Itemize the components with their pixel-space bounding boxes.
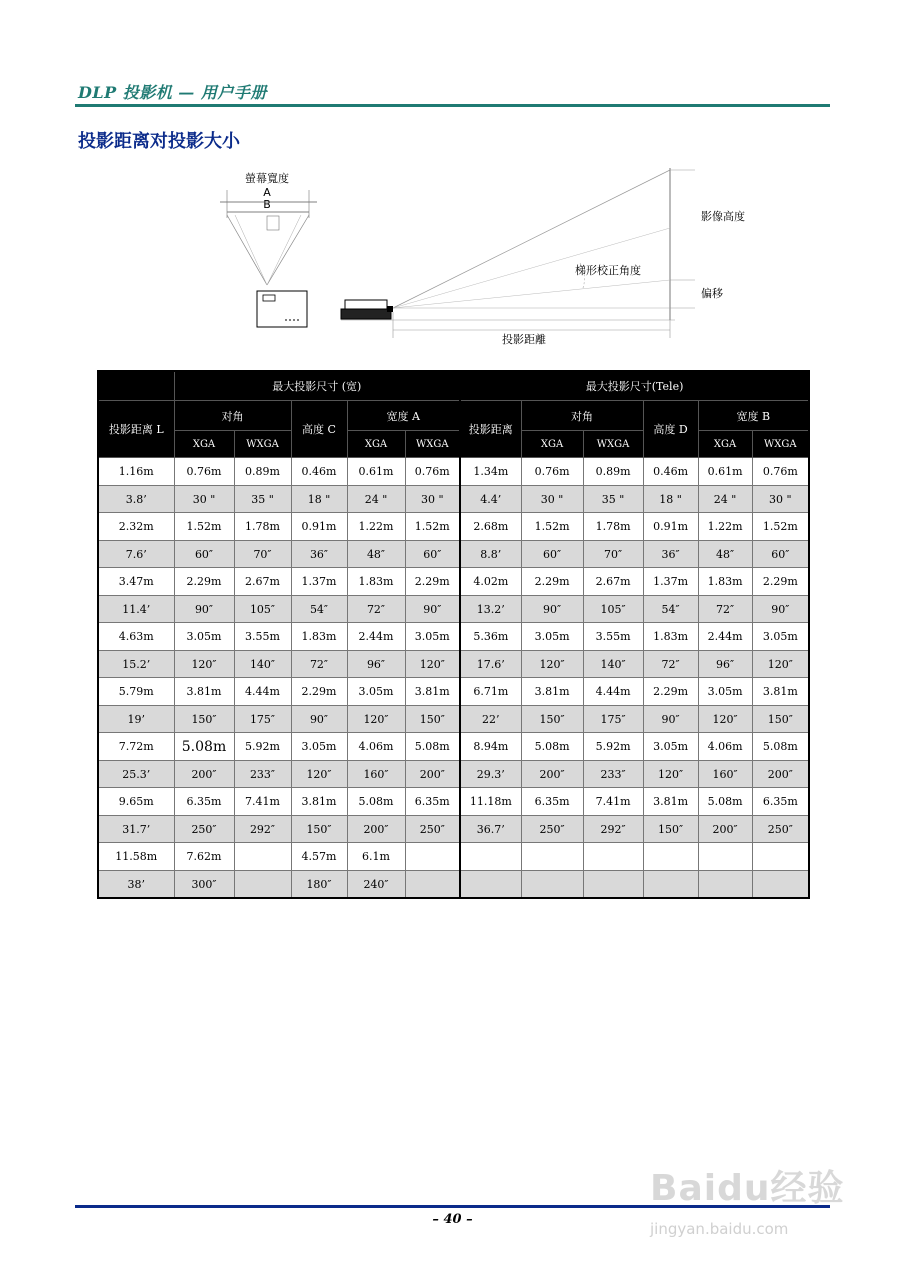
table-cell: 200″ xyxy=(174,761,234,788)
header-empty xyxy=(98,371,174,401)
table-cell: 5.08m xyxy=(405,733,460,761)
table-cell: 120″ xyxy=(405,651,460,678)
table-cell: 96″ xyxy=(347,651,405,678)
table-cell: 233″ xyxy=(583,761,643,788)
table-cell: 7.41m xyxy=(583,788,643,816)
table-cell: 240″ xyxy=(347,871,405,899)
table-cell xyxy=(698,871,752,899)
table-cell: 5.08m xyxy=(347,788,405,816)
table-row xyxy=(98,678,809,706)
table-row xyxy=(98,816,809,843)
table-cell: 250″ xyxy=(521,816,583,843)
table-cell: 3.05m xyxy=(291,733,347,761)
beam-offset xyxy=(393,280,670,308)
table-cell: 30 " xyxy=(752,486,809,513)
table-cell: 60″ xyxy=(174,541,234,568)
table-cell: 1.37m xyxy=(643,568,698,596)
projector-side-view xyxy=(341,300,393,319)
table-cell: 0.46m xyxy=(291,458,347,486)
table-cell: 18 " xyxy=(291,486,347,513)
table-cell: 0.76m xyxy=(174,458,234,486)
table-row xyxy=(98,568,809,596)
table-cell: 1.52m xyxy=(405,513,460,541)
table-cell: 8.8’ xyxy=(460,541,521,568)
table-cell: 0.89m xyxy=(583,458,643,486)
table-cell: 0.91m xyxy=(643,513,698,541)
header-distance-tele: 投影距离 xyxy=(460,401,521,458)
table-cell: 5.92m xyxy=(583,733,643,761)
table-row xyxy=(98,761,809,788)
table-cell: 4.63m xyxy=(98,623,174,651)
table-cell: 0.76m xyxy=(405,458,460,486)
table-cell: 4.4’ xyxy=(460,486,521,513)
table-cell: 3.05m xyxy=(643,733,698,761)
image-height-label: 影像高度 xyxy=(701,210,745,223)
table-row xyxy=(98,733,809,761)
table-cell: 3.05m xyxy=(521,623,583,651)
table-cell: 48″ xyxy=(347,541,405,568)
table-cell: 0.76m xyxy=(521,458,583,486)
table-cell: 17.6’ xyxy=(460,651,521,678)
table-row xyxy=(98,541,809,568)
table-cell: 5.36m xyxy=(460,623,521,651)
table-cell: 2.29m xyxy=(752,568,809,596)
table-cell: 3.05m xyxy=(174,623,234,651)
projector-top-view xyxy=(257,291,307,327)
beam-left-outer xyxy=(227,215,267,285)
table-cell xyxy=(752,871,809,899)
header-diagonal-wide: 对角 xyxy=(174,401,291,431)
table-cell: 120″ xyxy=(752,651,809,678)
table-cell xyxy=(698,843,752,871)
table-cell: 292″ xyxy=(234,816,291,843)
table-cell: 90″ xyxy=(643,706,698,733)
table-cell: 3.81m xyxy=(405,678,460,706)
table-cell: 150″ xyxy=(291,816,347,843)
table-cell: 105″ xyxy=(583,596,643,623)
header-group-tele: 最大投影尺寸(Tele) xyxy=(460,371,809,401)
table-cell: 6.35m xyxy=(174,788,234,816)
table-cell: 120″ xyxy=(174,651,234,678)
table-cell: 2.44m xyxy=(698,623,752,651)
header-wxga: WXGA xyxy=(752,431,809,458)
header-row-resolutions xyxy=(98,431,809,458)
table-cell: 150″ xyxy=(643,816,698,843)
table-cell: 120″ xyxy=(347,706,405,733)
keystone-label: 梯形校正角度 xyxy=(575,264,641,277)
table-cell: 0.61m xyxy=(698,458,752,486)
table-cell: 2.29m xyxy=(643,678,698,706)
table-row xyxy=(98,843,809,871)
table-cell: 292″ xyxy=(583,816,643,843)
table-cell: 3.8’ xyxy=(98,486,174,513)
table-cell xyxy=(405,843,460,871)
table-cell xyxy=(521,871,583,899)
table-cell xyxy=(643,871,698,899)
table-cell: 120″ xyxy=(291,761,347,788)
table-cell: 60″ xyxy=(405,541,460,568)
table-cell: 1.83m xyxy=(347,568,405,596)
header-title: DLP 投影机 — 用户手册 xyxy=(78,83,267,102)
table-cell: 150″ xyxy=(174,706,234,733)
projection-size-table xyxy=(97,370,810,899)
table-cell: 1.52m xyxy=(752,513,809,541)
table-cell: 13.2’ xyxy=(460,596,521,623)
table-cell: 7.62m xyxy=(174,843,234,871)
table-cell: 150″ xyxy=(405,706,460,733)
table-cell: 2.67m xyxy=(583,568,643,596)
table-row xyxy=(98,596,809,623)
table-cell: 1.22m xyxy=(698,513,752,541)
screen-width-label: 螢幕寬度 xyxy=(245,172,289,185)
table-cell: 1.34m xyxy=(460,458,521,486)
table-cell: 15.2’ xyxy=(98,651,174,678)
table-cell: 300″ xyxy=(174,871,234,899)
table-cell: 90″ xyxy=(405,596,460,623)
table-cell: 200″ xyxy=(405,761,460,788)
table-row xyxy=(98,486,809,513)
table-cell: 4.06m xyxy=(698,733,752,761)
table-cell: 31.7’ xyxy=(98,816,174,843)
table-cell: 90″ xyxy=(752,596,809,623)
table-cell: 25.3’ xyxy=(98,761,174,788)
screen-marker xyxy=(267,216,279,230)
projection-diagram xyxy=(205,160,765,355)
table-cell: 1.22m xyxy=(347,513,405,541)
table-cell xyxy=(752,843,809,871)
table-cell: 30 " xyxy=(521,486,583,513)
table-cell: 3.05m xyxy=(752,623,809,651)
table-cell: 2.29m xyxy=(291,678,347,706)
table-cell: 7.41m xyxy=(234,788,291,816)
table-cell: 1.78m xyxy=(234,513,291,541)
table-cell: 175″ xyxy=(583,706,643,733)
table-cell: 5.92m xyxy=(234,733,291,761)
table-cell: 2.44m xyxy=(347,623,405,651)
table-cell xyxy=(405,871,460,899)
table-cell: 30 " xyxy=(405,486,460,513)
table-cell: 1.83m xyxy=(291,623,347,651)
table-cell: 105″ xyxy=(234,596,291,623)
beam-right-inner xyxy=(267,215,301,285)
table-cell: 4.44m xyxy=(234,678,291,706)
label-a: A xyxy=(263,186,271,199)
table-cell: 9.65m xyxy=(98,788,174,816)
table-cell: 3.81m xyxy=(521,678,583,706)
header-rule xyxy=(75,104,830,107)
table-cell: 7.72m xyxy=(98,733,174,761)
table-cell: 4.02m xyxy=(460,568,521,596)
table-cell: 150″ xyxy=(521,706,583,733)
beam-left-inner xyxy=(235,215,267,285)
table-cell: 160″ xyxy=(347,761,405,788)
table-cell: 70″ xyxy=(583,541,643,568)
table-cell: 6.35m xyxy=(405,788,460,816)
header-wxga: WXGA xyxy=(234,431,291,458)
table-cell: 6.35m xyxy=(752,788,809,816)
table-cell: 160″ xyxy=(698,761,752,788)
table-cell: 30 " xyxy=(174,486,234,513)
table-cell: 0.46m xyxy=(643,458,698,486)
table-cell: 0.91m xyxy=(291,513,347,541)
table-cell: 11.4’ xyxy=(98,596,174,623)
table-cell: 96″ xyxy=(698,651,752,678)
table-cell: 24 " xyxy=(698,486,752,513)
table-cell: 90″ xyxy=(174,596,234,623)
table-cell: 0.89m xyxy=(234,458,291,486)
table-cell: 54″ xyxy=(291,596,347,623)
table-cell xyxy=(460,843,521,871)
table-cell: 6.35m xyxy=(521,788,583,816)
page-number: – 40 – xyxy=(432,1212,473,1227)
table-cell: 180″ xyxy=(291,871,347,899)
table-cell: 200″ xyxy=(698,816,752,843)
table-cell: 140″ xyxy=(234,651,291,678)
table-cell xyxy=(460,871,521,899)
header-height-c: 高度 C xyxy=(291,401,347,458)
table-cell: 60″ xyxy=(521,541,583,568)
table-cell: 120″ xyxy=(698,706,752,733)
header-wxga: WXGA xyxy=(405,431,460,458)
table-cell: 36″ xyxy=(643,541,698,568)
table-cell: 3.05m xyxy=(405,623,460,651)
table-cell: 2.29m xyxy=(405,568,460,596)
label-b: B xyxy=(263,198,271,211)
table-cell: 24 " xyxy=(347,486,405,513)
table-cell xyxy=(583,871,643,899)
table-cell xyxy=(521,843,583,871)
table-row xyxy=(98,651,809,678)
header-xga: XGA xyxy=(174,431,234,458)
header-width-a: 宽度 A xyxy=(347,401,460,431)
table-cell: 72″ xyxy=(643,651,698,678)
table-cell: 35 " xyxy=(583,486,643,513)
table-cell: 1.78m xyxy=(583,513,643,541)
table-cell: 120″ xyxy=(643,761,698,788)
table-cell: 38’ xyxy=(98,871,174,899)
table-cell xyxy=(234,843,291,871)
table-cell: 1.52m xyxy=(174,513,234,541)
table-body xyxy=(98,458,809,899)
header-xga: XGA xyxy=(698,431,752,458)
table-cell: 19’ xyxy=(98,706,174,733)
table-cell: 2.68m xyxy=(460,513,521,541)
table-cell: 140″ xyxy=(583,651,643,678)
beam-right-outer xyxy=(267,215,309,285)
header-group-wide: 最大投影尺寸 (宽) xyxy=(174,371,460,401)
table-cell: 36″ xyxy=(291,541,347,568)
table-cell: 5.08m xyxy=(521,733,583,761)
table-cell: 60″ xyxy=(752,541,809,568)
table-cell: 29.3’ xyxy=(460,761,521,788)
table-cell: 3.81m xyxy=(752,678,809,706)
table-cell: 175″ xyxy=(234,706,291,733)
table-cell: 120″ xyxy=(521,651,583,678)
table-cell: 1.16m xyxy=(98,458,174,486)
table-cell: 2.29m xyxy=(174,568,234,596)
table-row xyxy=(98,706,809,733)
table-cell: 11.58m xyxy=(98,843,174,871)
table-cell: 1.83m xyxy=(643,623,698,651)
table-cell: 3.81m xyxy=(174,678,234,706)
table-cell: 1.37m xyxy=(291,568,347,596)
table-cell: 3.55m xyxy=(234,623,291,651)
table-cell: 3.81m xyxy=(291,788,347,816)
header-xga: XGA xyxy=(347,431,405,458)
beam-top xyxy=(393,170,670,308)
header-height-d: 高度 D xyxy=(643,401,698,458)
table-cell: 2.29m xyxy=(521,568,583,596)
table-cell: 3.05m xyxy=(698,678,752,706)
table-cell: 0.61m xyxy=(347,458,405,486)
table-cell: 2.67m xyxy=(234,568,291,596)
table-cell: 22’ xyxy=(460,706,521,733)
header-row-groups xyxy=(98,371,809,401)
table-cell: 200″ xyxy=(752,761,809,788)
table-cell: 7.6’ xyxy=(98,541,174,568)
table-cell: 48″ xyxy=(698,541,752,568)
table-cell xyxy=(643,843,698,871)
header-diagonal-tele: 对角 xyxy=(521,401,643,431)
table-cell: 1.83m xyxy=(698,568,752,596)
header-distance-l: 投影距离 L xyxy=(98,401,174,458)
table-cell: 54″ xyxy=(643,596,698,623)
watermark-url: jingyan.baidu.com xyxy=(650,1220,789,1238)
table-cell: 5.79m xyxy=(98,678,174,706)
table-cell: 233″ xyxy=(234,761,291,788)
header-row-columns xyxy=(98,401,809,431)
table-cell: 72″ xyxy=(698,596,752,623)
table-cell: 200″ xyxy=(347,816,405,843)
table-row xyxy=(98,788,809,816)
table-row xyxy=(98,871,809,899)
table-cell: 72″ xyxy=(347,596,405,623)
table-row xyxy=(98,513,809,541)
table-cell: 200″ xyxy=(521,761,583,788)
header-wxga: WXGA xyxy=(583,431,643,458)
table-cell: 250″ xyxy=(174,816,234,843)
header-xga: XGA xyxy=(521,431,583,458)
table-cell: 150″ xyxy=(752,706,809,733)
table-cell: 1.52m xyxy=(521,513,583,541)
table-cell: 3.47m xyxy=(98,568,174,596)
table-cell: 6.71m xyxy=(460,678,521,706)
table-cell: 5.08m xyxy=(698,788,752,816)
table-cell: 6.1m xyxy=(347,843,405,871)
offset-label: 偏移 xyxy=(701,287,723,300)
table-cell: 250″ xyxy=(752,816,809,843)
table-cell: 8.94m xyxy=(460,733,521,761)
table-cell: 3.81m xyxy=(643,788,698,816)
section-title: 投影距离对投影大小 xyxy=(78,131,240,152)
table-cell: 72″ xyxy=(291,651,347,678)
table-cell xyxy=(583,843,643,871)
table-cell: 36.7’ xyxy=(460,816,521,843)
watermark-brand: Baidu经验 xyxy=(650,1168,845,1209)
table-cell: 4.44m xyxy=(583,678,643,706)
distance-label: 投影距離 xyxy=(502,333,546,346)
table-cell: 90″ xyxy=(521,596,583,623)
table-cell: 0.76m xyxy=(752,458,809,486)
table-cell: 4.57m xyxy=(291,843,347,871)
table-row xyxy=(98,458,809,486)
table-cell: 35 " xyxy=(234,486,291,513)
table-cell: 90″ xyxy=(291,706,347,733)
table-cell: 5.08m xyxy=(752,733,809,761)
table-cell: 11.18m xyxy=(460,788,521,816)
table-cell: 70″ xyxy=(234,541,291,568)
header-width-b: 宽度 B xyxy=(698,401,809,431)
table-cell xyxy=(234,871,291,899)
table-cell: 250″ xyxy=(405,816,460,843)
table-row xyxy=(98,623,809,651)
table-cell: 18 " xyxy=(643,486,698,513)
table-cell: 4.06m xyxy=(347,733,405,761)
table-cell: 3.05m xyxy=(347,678,405,706)
table-cell: 5.08m xyxy=(174,733,234,761)
table-cell: 3.55m xyxy=(583,623,643,651)
table-cell: 2.32m xyxy=(98,513,174,541)
